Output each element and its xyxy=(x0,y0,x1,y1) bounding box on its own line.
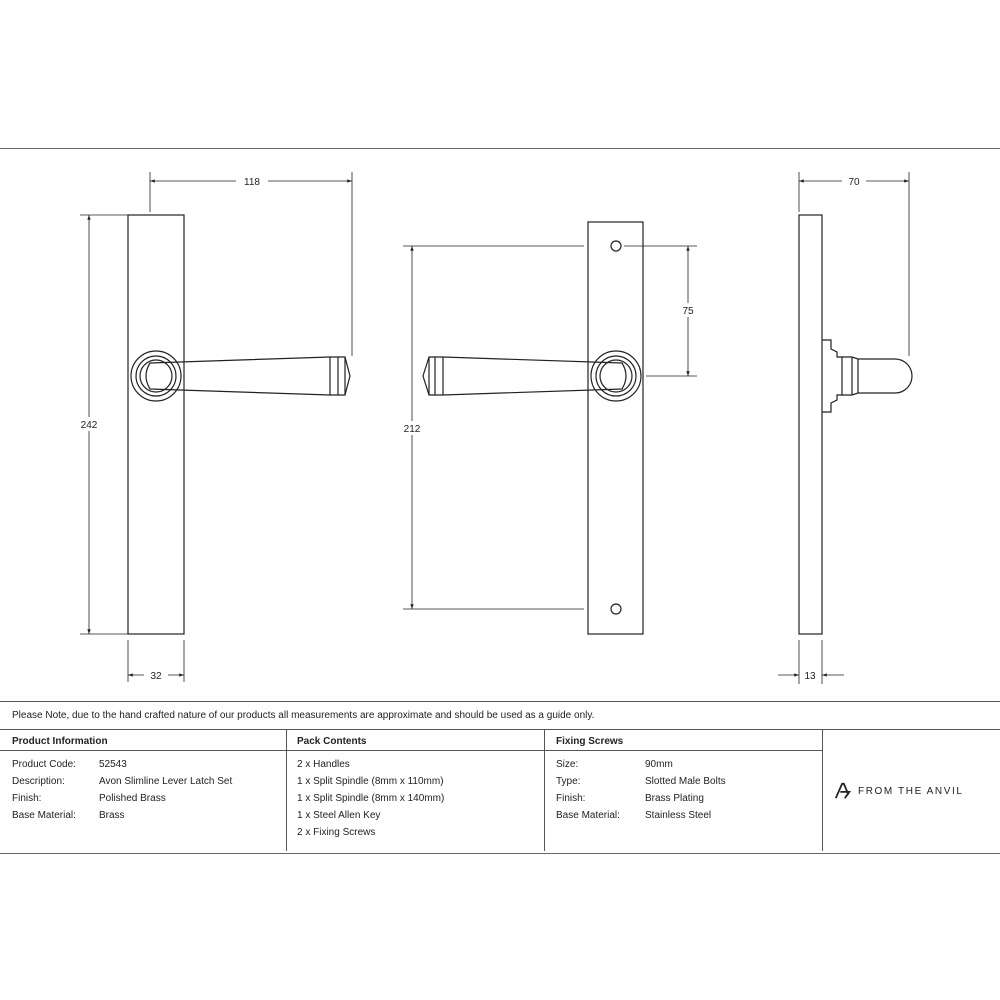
column-heading-rule xyxy=(0,750,822,751)
back-top-screw-hole xyxy=(611,241,621,251)
dim-back-centres: 212 xyxy=(403,424,421,435)
front-backplate xyxy=(128,215,184,634)
product-code-value: 52543 xyxy=(99,759,127,770)
pack-item: 1 x Split Spindle (8mm x 140mm) xyxy=(297,793,445,804)
technical-drawing xyxy=(0,148,1000,700)
side-rose xyxy=(822,340,842,412)
column-divider-1 xyxy=(286,729,287,851)
measurement-note: Please Note, due to the hand crafted nature of our products all measurements are approximate and should be used as a guide only. xyxy=(12,710,595,721)
anvil-logo-icon xyxy=(834,782,852,800)
brand-logo xyxy=(834,782,964,800)
table-top-rule xyxy=(0,701,1000,702)
product-code-label: Product Code: xyxy=(12,759,76,770)
dim-side-thickness: 13 xyxy=(804,671,816,682)
finish-label: Finish: xyxy=(12,793,42,804)
column-divider-2 xyxy=(544,729,545,851)
description-value: Avon Slimline Lever Latch Set xyxy=(99,776,233,787)
screw-material-value: Stainless Steel xyxy=(645,810,712,821)
table-header-rule xyxy=(0,729,1000,730)
back-view xyxy=(423,222,643,634)
pack-contents-heading: Pack Contents xyxy=(297,736,367,747)
screw-type-value: Slotted Male Bolts xyxy=(645,776,726,787)
side-view xyxy=(799,215,912,634)
pack-item: 2 x Handles xyxy=(297,759,350,770)
screw-material-label: Base Material: xyxy=(556,810,620,821)
dim-front-height: 242 xyxy=(80,420,98,431)
pack-item: 1 x Steel Allen Key xyxy=(297,810,381,821)
dim-front-plate-width: 32 xyxy=(150,671,162,682)
side-dimensions xyxy=(778,172,909,684)
pack-item: 1 x Split Spindle (8mm x 110mm) xyxy=(297,776,444,787)
column-divider-3 xyxy=(822,729,823,851)
front-view xyxy=(128,215,350,634)
brand-name: FROM THE ANVIL xyxy=(858,785,964,797)
base-material-label: Base Material: xyxy=(12,810,76,821)
fixing-screws-heading: Fixing Screws xyxy=(556,736,624,747)
side-backplate xyxy=(799,215,822,634)
back-dimensions xyxy=(403,246,697,609)
screw-finish-value: Brass Plating xyxy=(645,793,704,804)
front-lever xyxy=(146,357,350,395)
back-backplate xyxy=(588,222,643,634)
screw-type-label: Type: xyxy=(556,776,581,787)
finish-value: Polished Brass xyxy=(99,793,166,804)
pack-item: 2 x Fixing Screws xyxy=(297,827,376,838)
description-label: Description: xyxy=(12,776,65,787)
dim-back-spindle: 75 xyxy=(682,306,694,317)
front-dimensions xyxy=(80,172,352,682)
screw-size-value: 90mm xyxy=(645,759,673,770)
screw-size-label: Size: xyxy=(556,759,579,770)
dim-front-width: 118 xyxy=(244,177,260,188)
base-material-value: Brass xyxy=(99,810,125,821)
product-information-heading: Product Information xyxy=(12,736,108,747)
screw-finish-label: Finish: xyxy=(556,793,586,804)
back-bottom-screw-hole xyxy=(611,604,621,614)
dim-side-projection: 70 xyxy=(848,177,860,188)
